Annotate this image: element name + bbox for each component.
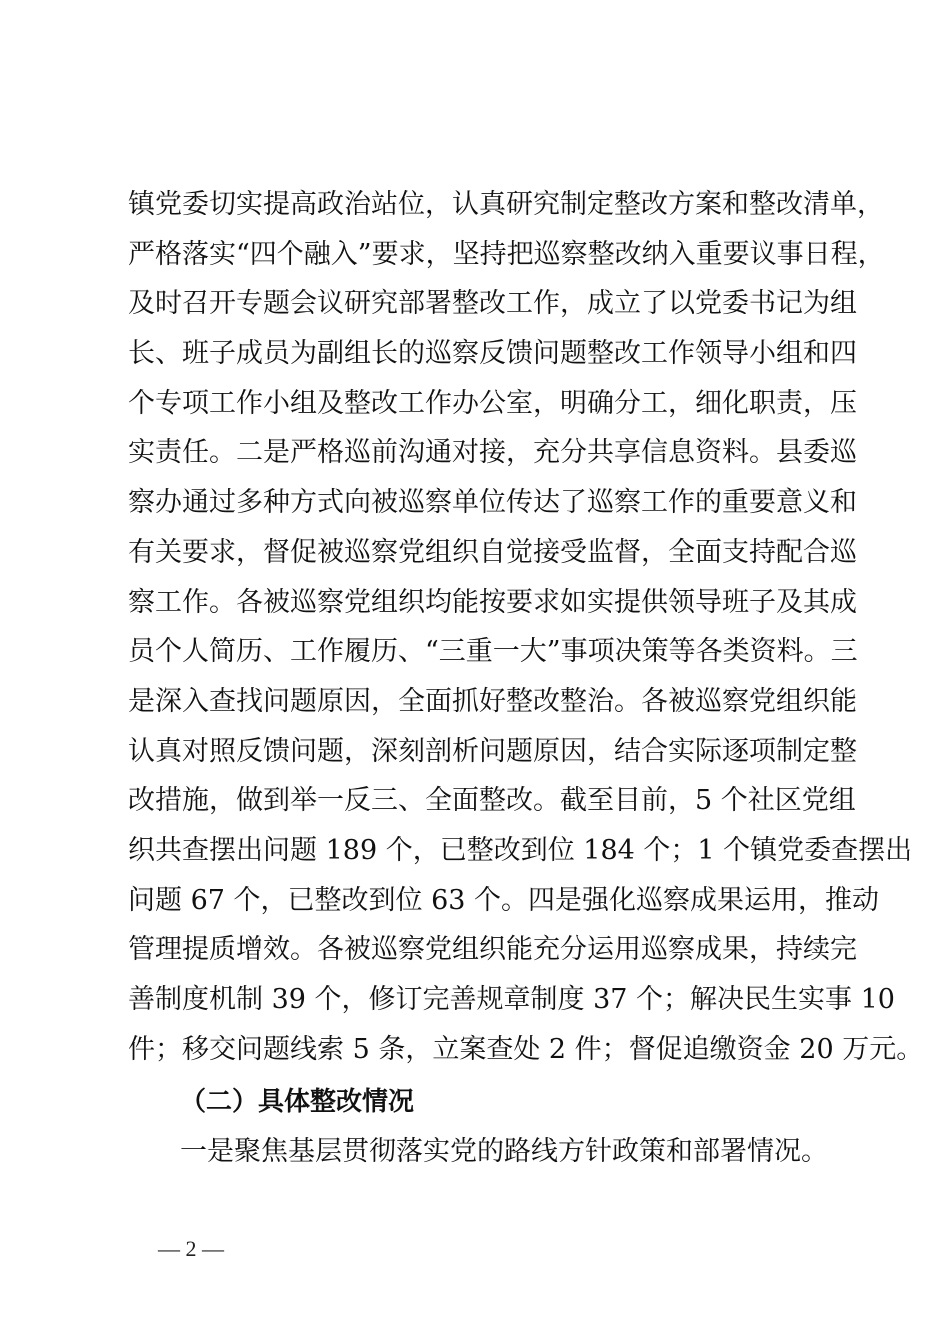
section-paragraph: 一是聚焦基层贯彻落实党的路线方针政策和部署情况。 — [180, 1136, 828, 1167]
body-line: 是深入查找问题原因，全面抓好整改整治。各被巡察党组织能 — [128, 685, 857, 717]
body-line: 善制度机制 39 个，修订完善规章制度 37 个；解决民生实事 10 — [128, 984, 895, 1015]
section-heading: （二）具体整改情况 — [180, 1087, 415, 1117]
body-text — [128, 180, 924, 1074]
body-line: 个专项工作小组及整改工作办公室，明确分工，细化职责，压 — [128, 387, 857, 419]
body-line: 长、班子成员为副组长的巡察反馈问题整改工作领导小组和四 — [128, 338, 857, 370]
body-line: 件；移交问题线索 5 条，立案查处 2 件；督促追缴资金 20 万元。 — [128, 1033, 924, 1065]
body-line: 严格落实“四个融入”要求，坚持把巡察整改纳入重要议事日程， — [128, 238, 885, 270]
body-line: 镇党委切实提高政治站位，认真研究制定整改方案和整改清单， — [128, 189, 884, 220]
body-line: 察办通过多种方式向被巡察单位传达了巡察工作的重要意义和 — [128, 487, 857, 519]
body-line: 改措施，做到举一反三、全面整改。截至目前，5 个社区党组 — [128, 785, 856, 817]
body-line: 及时召开专题会议研究部署整改工作，成立了以党委书记为组 — [128, 288, 857, 320]
body-line: 实责任。二是严格巡前沟通对接，充分共享信息资料。县委巡 — [128, 437, 857, 469]
body-line: 有关要求，督促被巡察党组织自觉接受监督，全面支持配合巡 — [128, 536, 857, 568]
body-line: 员个人简历、工作履历、“三重一大”事项决策等各类资料。三 — [128, 636, 858, 668]
body-line: 认真对照反馈问题，深刻剖析问题原因，结合实际逐项制定整 — [128, 735, 857, 767]
body-line: 问题 67 个，已整改到位 63 个。四是强化巡察成果运用，推动 — [128, 884, 880, 916]
body-line: 察工作。各被巡察党组织均能按要求如实提供领导班子及其成 — [128, 586, 857, 618]
body-line: 管理提质增效。各被巡察党组织能充分运用巡察成果，持续完 — [128, 934, 857, 966]
body-line: 织共查摆出问题 189 个，已整改到位 184 个；1 个镇党委查摆出 — [128, 834, 913, 866]
page-number: — 2 — — [158, 1236, 224, 1261]
